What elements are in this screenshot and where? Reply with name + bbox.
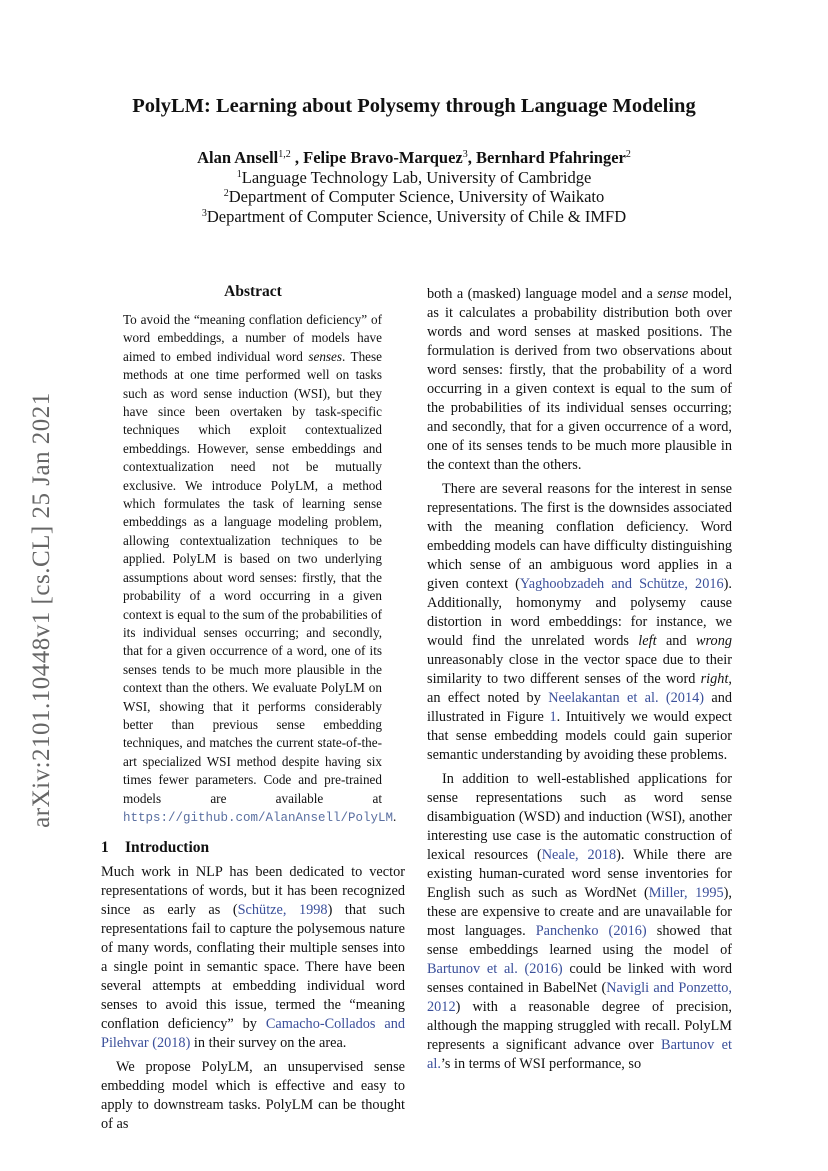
section-number: 1 xyxy=(101,839,109,857)
citation-link[interactable]: Camacho-Collados and Pilehvar (2018) xyxy=(101,1016,405,1052)
affiliation xyxy=(0,187,828,207)
text-span: ), these are expensive to create and are unavailable for most languages. xyxy=(427,885,733,939)
affiliation-text: Language Technology Lab, University of Cambridge xyxy=(241,167,592,187)
affiliation-sup: 1 xyxy=(236,168,242,180)
paper-title: PolyLM: Learning about Polysemy through Language Modeling xyxy=(132,95,696,117)
text-span: unreasonably close in the vector space due to their similarity to two different senses of the word xyxy=(427,652,732,687)
intro-paragraph-3 xyxy=(427,480,732,765)
figure-ref-link[interactable]: 1 xyxy=(549,709,557,725)
text-span: We propose PolyLM, an unsupervised sense embedding model which is effective and easy to apply to downstream tasks. PolyLM can be thought of as xyxy=(101,1059,405,1133)
emphasis: sense xyxy=(657,286,689,302)
author-name: Alan Ansell xyxy=(197,148,279,167)
text-span: ). Additionally, homonymy and polysemy cause distortion in word embeddings: for instance, we would find the unrelated words xyxy=(427,576,732,649)
text-span: Much work in NLP has been dedicated to vector representations of words, but it has been recognized since as early as ( xyxy=(101,864,405,919)
citation-link[interactable]: Miller, 1995 xyxy=(648,885,724,901)
left-column xyxy=(101,283,405,1134)
text-span: . Intuitively we would expect that sense embedding models could gain superior semantic understanding by avoiding these problems. xyxy=(427,709,733,763)
citation-link[interactable]: Panchenko (2016) xyxy=(535,923,647,939)
abstract-part: To avoid the “meaning conflation deficiency” of word embeddings, a number of models have aimed to embed individual word xyxy=(123,312,382,364)
affiliation xyxy=(0,207,828,227)
affiliation-text: Department of Computer Science, University of Waikato xyxy=(228,187,605,206)
intro-paragraph-4 xyxy=(427,770,732,1074)
code-url-link[interactable]: https://github.com/AlanAnsell/PolyLM xyxy=(123,810,394,825)
abstract-emphasis: senses xyxy=(308,348,343,364)
text-span: and xyxy=(656,633,696,649)
text-span: could be linked with word senses contained in BabelNet ( xyxy=(427,961,732,996)
affiliation-sup: 3 xyxy=(201,207,207,219)
abstract-heading: Abstract xyxy=(224,283,282,300)
text-span: There are several reasons for the interest in sense representations. The first is the downsides associated with the meaning conflation deficiency. Word embedding models can have difficulty distinguishing which sense of an ambiguous word applies in a given context ( xyxy=(427,481,732,592)
author-sup: 3 xyxy=(462,149,468,160)
text-span: both a (masked) language model and a xyxy=(427,286,658,302)
intro-paragraph-2-continued xyxy=(427,285,732,475)
text-span: showed that sense embeddings learned using the model of xyxy=(427,923,732,958)
citation-link[interactable]: Schütze, 1998 xyxy=(237,902,328,919)
emphasis: left xyxy=(638,633,657,649)
citation-link[interactable]: Neale, 2018 xyxy=(541,847,617,863)
emphasis: right xyxy=(700,671,729,687)
citation-link[interactable]: Neelakantan et al. (2014) xyxy=(548,690,705,706)
text-span: in their survey on the area. xyxy=(190,1035,347,1052)
abstract-text xyxy=(123,311,397,827)
arxiv-identifier: arXiv:2101.10448v1 [cs.CL] 25 Jan 2021 xyxy=(28,392,55,828)
text-span: ) with a reasonable degree of precision, although the mapping struggled with recall. PolyLM represents a significant advance over xyxy=(427,999,732,1053)
emphasis: wrong xyxy=(695,633,732,649)
text-span: ’s in terms of WSI performance, so xyxy=(440,1056,642,1072)
author-name: , Bernhard Pfahringer xyxy=(467,148,626,167)
author-names xyxy=(0,148,828,168)
abstract-part: . These methods at one time performed well on tasks such as word sense induction (WSI), but they have since been overtaken by task-specific techniques which exploit contextualized embeddings. However, sense embeddings and contextualization need not be mutually exclusive. We introduce PolyLM, a method which formulates the task of learning sense embeddings as a language modeling problem, allowing contextualization techniques to be applied. PolyLM is based on two underlying assumptions about word senses: firstly, that the probability of a word occurring in a given context is equal to the sum of the probabilities of its individual senses occurring; and secondly, that for a given occurrence of a word, one of its senses tends to be much more plausible in the context than the others. We evaluate PolyLM on WSI, showing that it performs considerably better than previous sense embedding techniques, and matches the current state-of-the-art specialized WSI method despite having six times fewer parameters. Code and pre-trained models are available at xyxy=(123,348,382,806)
author-name: , Felipe Bravo-Marquez xyxy=(290,148,463,167)
abstract-part: . xyxy=(393,808,397,824)
author-block xyxy=(0,148,828,226)
author-sup: 2 xyxy=(625,149,631,160)
text-span: In addition to well-established applications for sense representations such as word sense disambiguation (WSD) and induction (WSI), another interesting use case is the automatic construction of lexical resources ( xyxy=(427,771,732,863)
author-sup: 1,2 xyxy=(278,149,291,160)
affiliation-sup: 2 xyxy=(223,188,229,199)
text-span: ). While there are existing human-curated word sense inventories for English such as such as WordNet ( xyxy=(427,847,732,901)
intro-paragraph-2 xyxy=(101,1058,405,1134)
affiliation xyxy=(0,168,828,188)
citation-link[interactable]: Yaghoobzadeh and Schütze, 2016 xyxy=(519,576,724,592)
arxiv-side-stamp xyxy=(22,365,62,855)
citation-link[interactable]: Navigli and Ponzetto, 2012 xyxy=(427,980,732,1015)
citation-link[interactable]: Bartunov et al. xyxy=(427,1037,732,1072)
affiliation-text: Department of Computer Science, University of Chile & IMFD xyxy=(206,206,627,226)
text-span: , an effect noted by xyxy=(427,671,732,706)
intro-paragraph-1 xyxy=(101,863,405,1053)
section-heading-introduction xyxy=(101,839,405,857)
citation-link[interactable]: Bartunov et al. (2016) xyxy=(427,961,563,977)
right-column xyxy=(427,285,732,1074)
section-title: Introduction xyxy=(125,839,210,857)
text-span: model, as it calculates a probability distribution both over words and word senses at masked positions. The formulation is derived from two observations about word senses: firstly, that the probability of a word occurring in a given context is equal to the sum of the probabilities of its individual senses occurring; and secondly, that for a given occurrence of a word, one of its senses tends to be much more plausible in the context than the others. xyxy=(427,286,732,473)
text-span: and illustrated in Figure xyxy=(427,690,733,725)
text-span: ) that such representations fail to capture the polysemous nature of many words, conflating their multiple senses into a single point in semantic space. There have been several attempts at embedding individual word senses to avoid this issue, termed the “meaning conflation deficiency” by xyxy=(101,902,406,1033)
